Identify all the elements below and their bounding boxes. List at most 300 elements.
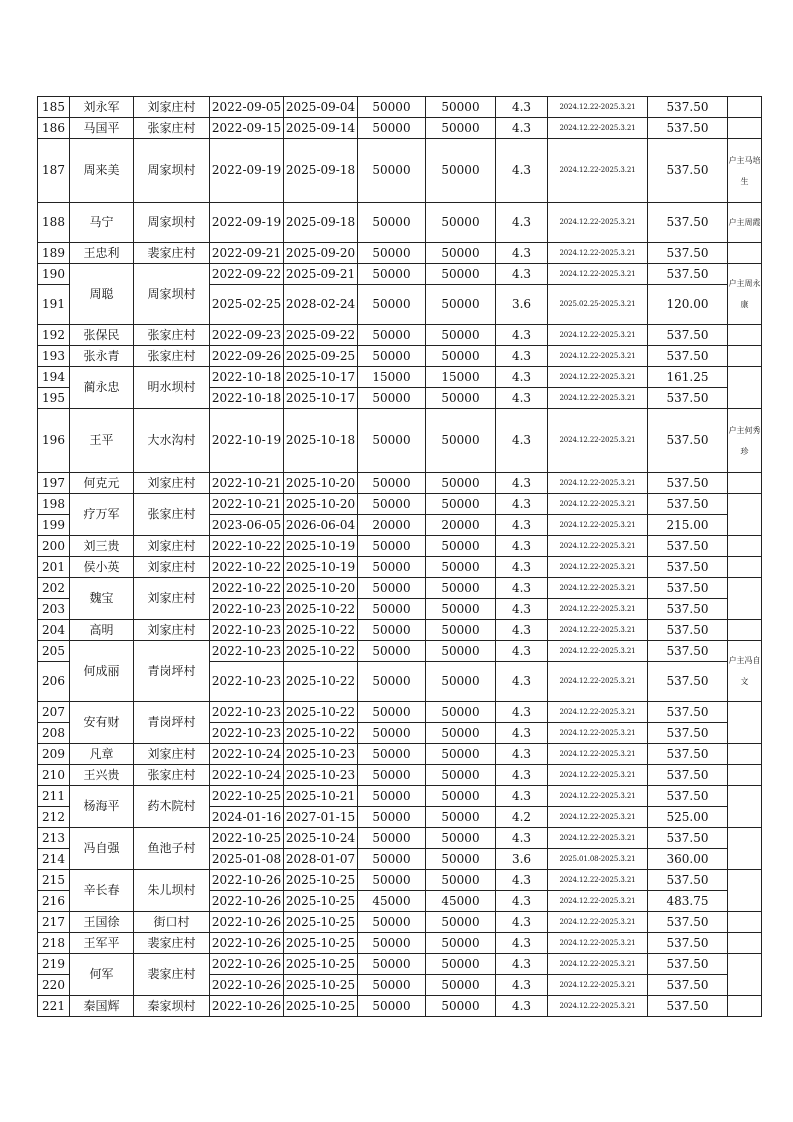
loan-end-date-cell: 2025-10-23 bbox=[284, 744, 358, 765]
borrower-name-cell: 王国徐 bbox=[70, 912, 134, 933]
remark-cell bbox=[728, 203, 762, 243]
loan-balance-cell: 50000 bbox=[426, 723, 496, 744]
interest-amount-cell: 537.50 bbox=[648, 557, 728, 578]
table-row bbox=[38, 243, 762, 264]
borrower-name-cell: 刘永军 bbox=[70, 97, 134, 118]
interest-rate-cell: 4.3 bbox=[496, 891, 548, 912]
loan-balance-cell: 50000 bbox=[426, 325, 496, 346]
remark-cell bbox=[728, 325, 762, 346]
interest-rate-cell: 4.3 bbox=[496, 515, 548, 536]
interest-amount-cell: 537.50 bbox=[648, 325, 728, 346]
loan-balance-cell: 50000 bbox=[426, 912, 496, 933]
loan-balance-cell: 50000 bbox=[426, 557, 496, 578]
interest-rate-cell: 4.3 bbox=[496, 139, 548, 203]
loan-amount-cell: 50000 bbox=[358, 264, 426, 285]
interest-rate-cell: 4.2 bbox=[496, 807, 548, 828]
row-number-cell: 192 bbox=[38, 325, 70, 346]
table-row bbox=[38, 954, 762, 975]
borrower-name-cell: 马国平 bbox=[70, 118, 134, 139]
remark-cell bbox=[728, 578, 762, 620]
row-number-cell: 206 bbox=[38, 662, 70, 702]
row-number-cell: 191 bbox=[38, 285, 70, 325]
interest-rate-cell: 4.3 bbox=[496, 702, 548, 723]
village-cell: 鱼池子村 bbox=[134, 828, 210, 870]
interest-rate-cell: 4.3 bbox=[496, 203, 548, 243]
interest-rate-cell: 4.3 bbox=[496, 578, 548, 599]
loan-end-date-cell: 2025-10-25 bbox=[284, 996, 358, 1017]
row-number-cell: 201 bbox=[38, 557, 70, 578]
interest-period-cell: 2024.12.22-2025.3.21 bbox=[548, 515, 648, 536]
loan-end-date-cell: 2026-06-04 bbox=[284, 515, 358, 536]
remark-cell bbox=[728, 118, 762, 139]
row-number-cell: 204 bbox=[38, 620, 70, 641]
loan-amount-cell: 50000 bbox=[358, 118, 426, 139]
remark-cell bbox=[728, 536, 762, 557]
loan-end-date-cell: 2025-09-04 bbox=[284, 97, 358, 118]
loan-amount-cell: 50000 bbox=[358, 494, 426, 515]
loan-balance-cell: 50000 bbox=[426, 828, 496, 849]
row-number-cell: 211 bbox=[38, 786, 70, 807]
loan-end-date-cell: 2025-10-19 bbox=[284, 557, 358, 578]
table-row bbox=[38, 620, 762, 641]
interest-rate-cell: 4.3 bbox=[496, 828, 548, 849]
loan-amount-cell: 50000 bbox=[358, 828, 426, 849]
loan-start-date-cell: 2022-10-18 bbox=[210, 388, 284, 409]
village-cell: 张家庄村 bbox=[134, 118, 210, 139]
loan-start-date-cell: 2022-10-18 bbox=[210, 367, 284, 388]
loan-start-date-cell: 2022-10-26 bbox=[210, 996, 284, 1017]
interest-amount-cell: 537.50 bbox=[648, 723, 728, 744]
loan-balance-cell: 50000 bbox=[426, 346, 496, 367]
table-row bbox=[38, 557, 762, 578]
loan-end-date-cell: 2025-10-25 bbox=[284, 954, 358, 975]
loan-balance-cell: 50000 bbox=[426, 285, 496, 325]
interest-period-cell: 2024.12.22-2025.3.21 bbox=[548, 536, 648, 557]
loan-amount-cell: 50000 bbox=[358, 409, 426, 473]
interest-period-cell: 2024.12.22-2025.3.21 bbox=[548, 388, 648, 409]
loan-amount-cell: 50000 bbox=[358, 243, 426, 264]
interest-rate-cell: 4.3 bbox=[496, 264, 548, 285]
interest-rate-cell: 4.3 bbox=[496, 975, 548, 996]
loan-balance-cell: 50000 bbox=[426, 954, 496, 975]
borrower-name-cell: 王军平 bbox=[70, 933, 134, 954]
interest-amount-cell: 537.50 bbox=[648, 536, 728, 557]
loan-end-date-cell: 2025-09-18 bbox=[284, 139, 358, 203]
table-row bbox=[38, 409, 762, 473]
interest-period-cell: 2025.02.25-2025.3.21 bbox=[548, 285, 648, 325]
interest-rate-cell: 4.3 bbox=[496, 325, 548, 346]
interest-amount-cell: 537.50 bbox=[648, 870, 728, 891]
interest-amount-cell: 537.50 bbox=[648, 243, 728, 264]
borrower-name-cell: 周聪 bbox=[70, 264, 134, 325]
loan-balance-cell: 50000 bbox=[426, 849, 496, 870]
table-row bbox=[38, 203, 762, 243]
row-number-cell: 194 bbox=[38, 367, 70, 388]
remark-cell bbox=[728, 557, 762, 578]
row-number-cell: 200 bbox=[38, 536, 70, 557]
row-number-cell: 218 bbox=[38, 933, 70, 954]
loan-balance-cell: 50000 bbox=[426, 744, 496, 765]
village-cell: 大水沟村 bbox=[134, 409, 210, 473]
loan-start-date-cell: 2022-10-22 bbox=[210, 557, 284, 578]
loan-amount-cell: 50000 bbox=[358, 325, 426, 346]
table-row bbox=[38, 641, 762, 662]
interest-period-cell: 2024.12.22-2025.3.21 bbox=[548, 891, 648, 912]
loan-amount-cell: 45000 bbox=[358, 891, 426, 912]
loan-amount-cell: 50000 bbox=[358, 536, 426, 557]
loan-end-date-cell: 2025-09-22 bbox=[284, 325, 358, 346]
village-cell: 张家庄村 bbox=[134, 765, 210, 786]
loan-balance-cell: 50000 bbox=[426, 536, 496, 557]
interest-period-cell: 2024.12.22-2025.3.21 bbox=[548, 828, 648, 849]
row-number-cell: 203 bbox=[38, 599, 70, 620]
interest-period-cell: 2024.12.22-2025.3.21 bbox=[548, 264, 648, 285]
remark-cell bbox=[728, 954, 762, 996]
loan-amount-cell: 50000 bbox=[358, 473, 426, 494]
loan-start-date-cell: 2022-09-05 bbox=[210, 97, 284, 118]
interest-amount-cell: 537.50 bbox=[648, 996, 728, 1017]
loan-end-date-cell: 2025-10-25 bbox=[284, 975, 358, 996]
interest-rate-cell: 4.3 bbox=[496, 765, 548, 786]
loan-end-date-cell: 2025-10-22 bbox=[284, 723, 358, 744]
loan-amount-cell: 50000 bbox=[358, 723, 426, 744]
loan-amount-cell: 50000 bbox=[358, 744, 426, 765]
loan-end-date-cell: 2025-10-20 bbox=[284, 494, 358, 515]
loan-balance-cell: 50000 bbox=[426, 97, 496, 118]
village-cell: 刘家庄村 bbox=[134, 620, 210, 641]
table-row bbox=[38, 828, 762, 849]
table-row bbox=[38, 702, 762, 723]
loan-start-date-cell: 2022-10-26 bbox=[210, 975, 284, 996]
village-cell: 张家庄村 bbox=[134, 494, 210, 536]
interest-amount-cell: 360.00 bbox=[648, 849, 728, 870]
village-cell: 周家坝村 bbox=[134, 203, 210, 243]
village-cell: 裴家庄村 bbox=[134, 243, 210, 264]
loan-start-date-cell: 2023-06-05 bbox=[210, 515, 284, 536]
borrower-name-cell: 凡章 bbox=[70, 744, 134, 765]
loan-end-date-cell: 2025-10-22 bbox=[284, 641, 358, 662]
row-number-cell: 197 bbox=[38, 473, 70, 494]
loan-start-date-cell: 2025-02-25 bbox=[210, 285, 284, 325]
loan-start-date-cell: 2022-10-22 bbox=[210, 578, 284, 599]
interest-amount-cell: 537.50 bbox=[648, 620, 728, 641]
loan-amount-cell: 50000 bbox=[358, 849, 426, 870]
loan-start-date-cell: 2024-01-16 bbox=[210, 807, 284, 828]
borrower-name-cell: 疗万军 bbox=[70, 494, 134, 536]
table-row bbox=[38, 912, 762, 933]
loan-end-date-cell: 2028-01-07 bbox=[284, 849, 358, 870]
interest-amount-cell: 537.50 bbox=[648, 786, 728, 807]
loan-balance-cell: 50000 bbox=[426, 264, 496, 285]
loan-end-date-cell: 2025-10-21 bbox=[284, 786, 358, 807]
loan-amount-cell: 50000 bbox=[358, 620, 426, 641]
remark-cell bbox=[728, 996, 762, 1017]
interest-rate-cell: 4.3 bbox=[496, 367, 548, 388]
loan-end-date-cell: 2025-09-25 bbox=[284, 346, 358, 367]
interest-period-cell: 2025.01.08-2025.3.21 bbox=[548, 849, 648, 870]
interest-period-cell: 2024.12.22-2025.3.21 bbox=[548, 599, 648, 620]
table-row bbox=[38, 765, 762, 786]
loan-start-date-cell: 2022-10-23 bbox=[210, 662, 284, 702]
loan-start-date-cell: 2022-10-21 bbox=[210, 473, 284, 494]
remark-text: 户主何秀珍 bbox=[728, 425, 761, 456]
loan-end-date-cell: 2025-10-24 bbox=[284, 828, 358, 849]
interest-period-cell: 2024.12.22-2025.3.21 bbox=[548, 807, 648, 828]
loan-balance-cell: 50000 bbox=[426, 975, 496, 996]
row-number-cell: 210 bbox=[38, 765, 70, 786]
loan-end-date-cell: 2025-10-20 bbox=[284, 473, 358, 494]
remark-cell bbox=[728, 620, 762, 641]
borrower-name-cell: 蔺永忠 bbox=[70, 367, 134, 409]
loan-start-date-cell: 2022-09-26 bbox=[210, 346, 284, 367]
borrower-name-cell: 侯小英 bbox=[70, 557, 134, 578]
table-row bbox=[38, 996, 762, 1017]
interest-period-cell: 2024.12.22-2025.3.21 bbox=[548, 723, 648, 744]
row-number-cell: 202 bbox=[38, 578, 70, 599]
row-number-cell: 193 bbox=[38, 346, 70, 367]
interest-rate-cell: 4.3 bbox=[496, 243, 548, 264]
interest-period-cell: 2024.12.22-2025.3.21 bbox=[548, 118, 648, 139]
loan-start-date-cell: 2022-10-26 bbox=[210, 912, 284, 933]
interest-period-cell: 2024.12.22-2025.3.21 bbox=[548, 139, 648, 203]
remark-cell bbox=[728, 702, 762, 744]
interest-amount-cell: 537.50 bbox=[648, 744, 728, 765]
remark-text: 户主冯自文 bbox=[728, 656, 761, 686]
row-number-cell: 188 bbox=[38, 203, 70, 243]
loan-amount-cell: 50000 bbox=[358, 933, 426, 954]
interest-rate-cell: 4.3 bbox=[496, 473, 548, 494]
village-cell: 刘家庄村 bbox=[134, 744, 210, 765]
village-cell: 刘家庄村 bbox=[134, 473, 210, 494]
interest-rate-cell: 4.3 bbox=[496, 620, 548, 641]
borrower-name-cell: 杨海平 bbox=[70, 786, 134, 828]
loan-balance-cell: 50000 bbox=[426, 599, 496, 620]
interest-period-cell: 2024.12.22-2025.3.21 bbox=[548, 494, 648, 515]
row-number-cell: 199 bbox=[38, 515, 70, 536]
loan-amount-cell: 50000 bbox=[358, 662, 426, 702]
loan-start-date-cell: 2022-09-19 bbox=[210, 203, 284, 243]
remark-cell bbox=[728, 933, 762, 954]
borrower-name-cell: 何克元 bbox=[70, 473, 134, 494]
row-number-cell: 221 bbox=[38, 996, 70, 1017]
interest-period-cell: 2024.12.22-2025.3.21 bbox=[548, 97, 648, 118]
loan-amount-cell: 50000 bbox=[358, 578, 426, 599]
borrower-name-cell: 安有财 bbox=[70, 702, 134, 744]
loan-amount-cell: 50000 bbox=[358, 139, 426, 203]
table-row bbox=[38, 536, 762, 557]
table-row bbox=[38, 325, 762, 346]
interest-rate-cell: 4.3 bbox=[496, 118, 548, 139]
loan-balance-cell: 50000 bbox=[426, 765, 496, 786]
loan-balance-cell: 50000 bbox=[426, 139, 496, 203]
interest-rate-cell: 4.3 bbox=[496, 786, 548, 807]
village-cell: 张家庄村 bbox=[134, 325, 210, 346]
interest-amount-cell: 537.50 bbox=[648, 473, 728, 494]
remark-cell bbox=[728, 870, 762, 912]
interest-rate-cell: 4.3 bbox=[496, 494, 548, 515]
loan-start-date-cell: 2022-09-21 bbox=[210, 243, 284, 264]
row-number-cell: 185 bbox=[38, 97, 70, 118]
loan-start-date-cell: 2022-10-24 bbox=[210, 744, 284, 765]
interest-amount-cell: 537.50 bbox=[648, 203, 728, 243]
interest-rate-cell: 4.3 bbox=[496, 912, 548, 933]
loan-end-date-cell: 2025-09-21 bbox=[284, 264, 358, 285]
interest-amount-cell: 525.00 bbox=[648, 807, 728, 828]
village-cell: 药木院村 bbox=[134, 786, 210, 828]
borrower-name-cell: 张保民 bbox=[70, 325, 134, 346]
row-number-cell: 205 bbox=[38, 641, 70, 662]
interest-period-cell: 2024.12.22-2025.3.21 bbox=[548, 933, 648, 954]
table-row bbox=[38, 494, 762, 515]
interest-period-cell: 2024.12.22-2025.3.21 bbox=[548, 662, 648, 702]
loan-interest-table bbox=[37, 96, 762, 1017]
loan-balance-cell: 50000 bbox=[426, 409, 496, 473]
borrower-name-cell: 高明 bbox=[70, 620, 134, 641]
loan-end-date-cell: 2025-10-25 bbox=[284, 933, 358, 954]
borrower-name-cell: 刘三贵 bbox=[70, 536, 134, 557]
row-number-cell: 198 bbox=[38, 494, 70, 515]
loan-balance-cell: 50000 bbox=[426, 996, 496, 1017]
loan-end-date-cell: 2027-01-15 bbox=[284, 807, 358, 828]
interest-period-cell: 2024.12.22-2025.3.21 bbox=[548, 786, 648, 807]
loan-amount-cell: 20000 bbox=[358, 515, 426, 536]
loan-start-date-cell: 2022-10-21 bbox=[210, 494, 284, 515]
borrower-name-cell: 周来美 bbox=[70, 139, 134, 203]
remark-cell bbox=[728, 473, 762, 494]
borrower-name-cell: 魏宝 bbox=[70, 578, 134, 620]
interest-amount-cell: 537.50 bbox=[648, 975, 728, 996]
interest-amount-cell: 537.50 bbox=[648, 912, 728, 933]
loan-end-date-cell: 2025-10-20 bbox=[284, 578, 358, 599]
interest-rate-cell: 4.3 bbox=[496, 536, 548, 557]
interest-period-cell: 2024.12.22-2025.3.21 bbox=[548, 367, 648, 388]
row-number-cell: 195 bbox=[38, 388, 70, 409]
loan-start-date-cell: 2022-10-23 bbox=[210, 620, 284, 641]
loan-amount-cell: 50000 bbox=[358, 786, 426, 807]
interest-period-cell: 2024.12.22-2025.3.21 bbox=[548, 325, 648, 346]
loan-end-date-cell: 2025-10-17 bbox=[284, 367, 358, 388]
loan-balance-cell: 50000 bbox=[426, 870, 496, 891]
loan-end-date-cell: 2025-10-25 bbox=[284, 870, 358, 891]
borrower-name-cell: 马宁 bbox=[70, 203, 134, 243]
loan-balance-cell: 45000 bbox=[426, 891, 496, 912]
interest-rate-cell: 4.3 bbox=[496, 641, 548, 662]
loan-end-date-cell: 2025-10-22 bbox=[284, 620, 358, 641]
interest-amount-cell: 537.50 bbox=[648, 139, 728, 203]
loan-amount-cell: 50000 bbox=[358, 285, 426, 325]
loan-start-date-cell: 2022-09-19 bbox=[210, 139, 284, 203]
loan-amount-cell: 50000 bbox=[358, 954, 426, 975]
remark-cell bbox=[728, 243, 762, 264]
loan-end-date-cell: 2025-09-18 bbox=[284, 203, 358, 243]
village-cell: 刘家庄村 bbox=[134, 97, 210, 118]
table-row bbox=[38, 139, 762, 203]
loan-amount-cell: 50000 bbox=[358, 702, 426, 723]
remark-cell bbox=[728, 744, 762, 765]
borrower-name-cell: 王平 bbox=[70, 409, 134, 473]
loan-balance-cell: 50000 bbox=[426, 578, 496, 599]
village-cell: 周家坝村 bbox=[134, 264, 210, 325]
loan-balance-cell: 50000 bbox=[426, 203, 496, 243]
loan-amount-cell: 50000 bbox=[358, 975, 426, 996]
village-cell: 周家坝村 bbox=[134, 139, 210, 203]
village-cell: 青岗坪村 bbox=[134, 702, 210, 744]
interest-period-cell: 2024.12.22-2025.3.21 bbox=[548, 203, 648, 243]
interest-rate-cell: 4.3 bbox=[496, 954, 548, 975]
row-number-cell: 190 bbox=[38, 264, 70, 285]
loan-end-date-cell: 2025-10-25 bbox=[284, 891, 358, 912]
village-cell: 街口村 bbox=[134, 912, 210, 933]
loan-balance-cell: 50000 bbox=[426, 620, 496, 641]
interest-rate-cell: 4.3 bbox=[496, 409, 548, 473]
loan-end-date-cell: 2028-02-24 bbox=[284, 285, 358, 325]
row-number-cell: 212 bbox=[38, 807, 70, 828]
interest-period-cell: 2024.12.22-2025.3.21 bbox=[548, 578, 648, 599]
loan-start-date-cell: 2022-10-25 bbox=[210, 786, 284, 807]
loan-balance-cell: 50000 bbox=[426, 662, 496, 702]
interest-rate-cell: 4.3 bbox=[496, 599, 548, 620]
loan-balance-cell: 50000 bbox=[426, 494, 496, 515]
loan-balance-cell: 15000 bbox=[426, 367, 496, 388]
interest-period-cell: 2024.12.22-2025.3.21 bbox=[548, 620, 648, 641]
borrower-name-cell: 王兴贵 bbox=[70, 765, 134, 786]
interest-rate-cell: 4.3 bbox=[496, 388, 548, 409]
interest-period-cell: 2024.12.22-2025.3.21 bbox=[548, 243, 648, 264]
loan-amount-cell: 50000 bbox=[358, 996, 426, 1017]
table-row bbox=[38, 786, 762, 807]
loan-end-date-cell: 2025-09-14 bbox=[284, 118, 358, 139]
borrower-name-cell: 王忠利 bbox=[70, 243, 134, 264]
interest-amount-cell: 537.50 bbox=[648, 578, 728, 599]
interest-period-cell: 2024.12.22-2025.3.21 bbox=[548, 641, 648, 662]
row-number-cell: 208 bbox=[38, 723, 70, 744]
interest-amount-cell: 161.25 bbox=[648, 367, 728, 388]
table-row bbox=[38, 264, 762, 285]
interest-amount-cell: 537.50 bbox=[648, 765, 728, 786]
interest-period-cell: 2024.12.22-2025.3.21 bbox=[548, 557, 648, 578]
interest-period-cell: 2024.12.22-2025.3.21 bbox=[548, 912, 648, 933]
interest-amount-cell: 537.50 bbox=[648, 346, 728, 367]
borrower-name-cell: 辛长春 bbox=[70, 870, 134, 912]
remark-cell bbox=[728, 786, 762, 828]
remark-cell bbox=[728, 828, 762, 870]
interest-period-cell: 2024.12.22-2025.3.21 bbox=[548, 702, 648, 723]
loan-balance-cell: 50000 bbox=[426, 641, 496, 662]
row-number-cell: 215 bbox=[38, 870, 70, 891]
row-number-cell: 207 bbox=[38, 702, 70, 723]
village-cell: 刘家庄村 bbox=[134, 578, 210, 620]
remark-cell bbox=[728, 765, 762, 786]
loan-amount-cell: 50000 bbox=[358, 557, 426, 578]
interest-rate-cell: 4.3 bbox=[496, 723, 548, 744]
interest-rate-cell: 3.6 bbox=[496, 849, 548, 870]
village-cell: 裴家庄村 bbox=[134, 954, 210, 996]
loan-amount-cell: 50000 bbox=[358, 97, 426, 118]
table-row bbox=[38, 367, 762, 388]
loan-balance-cell: 50000 bbox=[426, 933, 496, 954]
village-cell: 裴家庄村 bbox=[134, 933, 210, 954]
table-row bbox=[38, 473, 762, 494]
village-cell: 张家庄村 bbox=[134, 346, 210, 367]
interest-amount-cell: 537.50 bbox=[648, 409, 728, 473]
interest-amount-cell: 537.50 bbox=[648, 264, 728, 285]
interest-amount-cell: 537.50 bbox=[648, 494, 728, 515]
remark-text: 户主周霞 bbox=[728, 218, 761, 227]
row-number-cell: 219 bbox=[38, 954, 70, 975]
interest-period-cell: 2024.12.22-2025.3.21 bbox=[548, 409, 648, 473]
loan-balance-cell: 50000 bbox=[426, 243, 496, 264]
loan-balance-cell: 50000 bbox=[426, 388, 496, 409]
